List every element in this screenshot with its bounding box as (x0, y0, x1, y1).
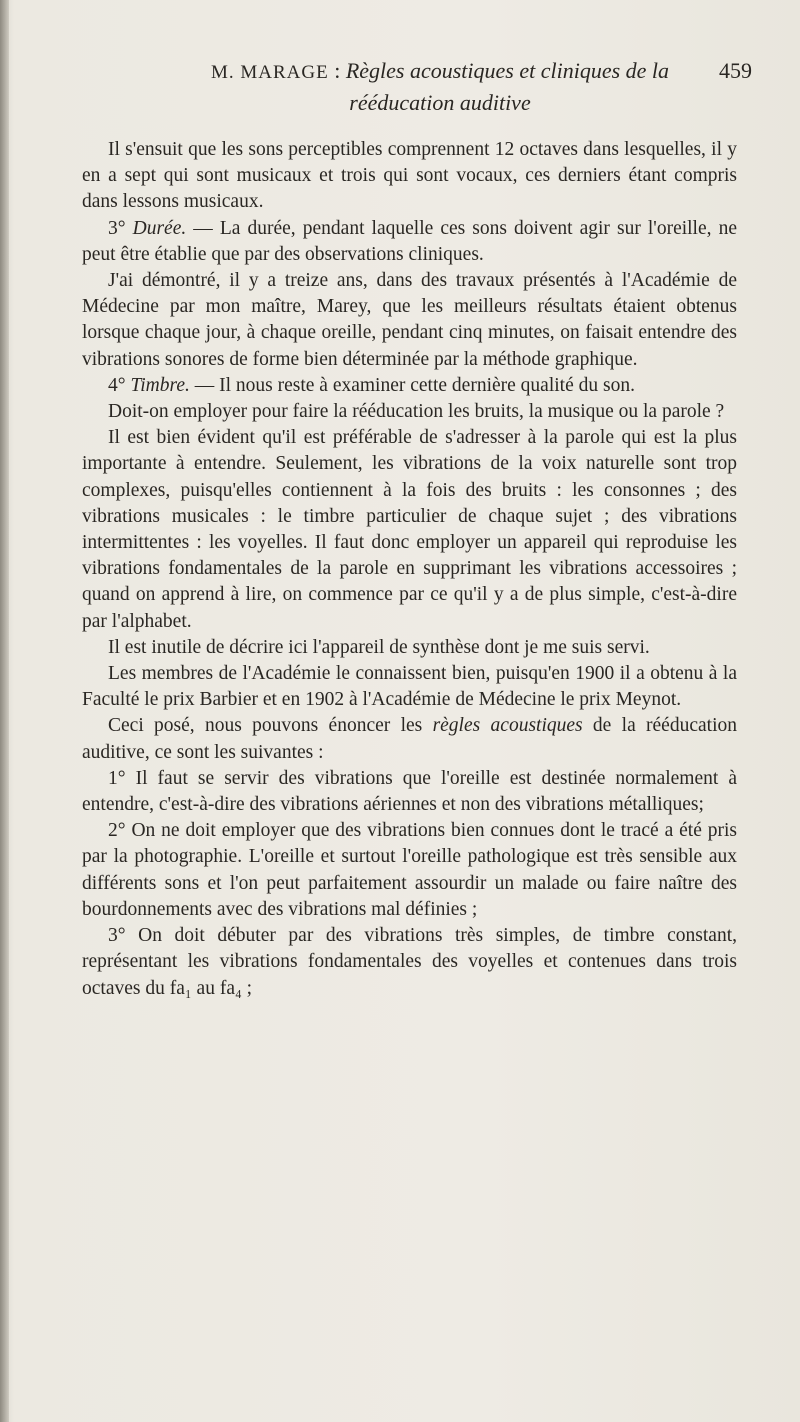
paragraph-7 (82, 635, 737, 661)
paragraph-text: — Il nous reste à examiner cette dernière qualité du son. (189, 374, 635, 396)
paragraph-9 (82, 713, 737, 765)
paragraph-timbre (82, 373, 737, 399)
paragraph-5 (82, 399, 737, 425)
header-separator: : (328, 58, 346, 83)
paragraph-text: 3° On doit débuter par des vibrations très simples, de timbre constant, représentant les vibrations fondamentales des voyelles et contenues dans trois octaves du fa₁ au fa₄ ; (82, 925, 737, 999)
header-line-2 (100, 88, 780, 118)
paragraph-text: de la rééducation auditive, ce sont les suivantes : (82, 715, 737, 763)
header-title-line-1: Règles acoustiques et cliniques de la (345, 58, 670, 83)
page-number: 459 (719, 58, 752, 83)
paragraph-text: 2° On ne doit employer que des vibrations bien connues dont le tracé a été pris par la photographie. L'oreille et surtout l'oreille pathologique est très sensible aux différents sons et l'on peut parfaitement assourdir un malade ou faire naître des bourdonnements avec des vibrations mal définies ; (82, 820, 737, 920)
section-heading: Timbre. (130, 374, 190, 396)
book-gutter (0, 0, 9, 1422)
section-number: 4° (108, 374, 131, 396)
section-heading: Durée. (132, 217, 187, 239)
paragraph-duree (82, 216, 737, 268)
header-author: M. MARAGE (210, 62, 329, 83)
paragraph-6 (82, 425, 737, 635)
body-text (82, 137, 737, 1002)
paragraph-8 (82, 661, 737, 713)
paragraph-text: Il s'ensuit que les sons perceptibles comprennent 12 octaves dans lesquelles, il y en a sept qui sont musicaux et trois qui sont vocaux, ces derniers étant compris dans lessons musicaux. (82, 139, 737, 213)
paragraph-rule-2 (82, 818, 737, 923)
paragraph-text: Ceci posé, nous pouvons énoncer les (108, 715, 433, 737)
header-title-line-2: rééducation auditive (349, 90, 531, 115)
section-number: 3° (108, 217, 133, 239)
paragraph-3 (82, 268, 737, 373)
header-line-1 (100, 56, 780, 88)
paragraph-1 (82, 137, 737, 216)
paragraph-text: Il est inutile de décrire ici l'appareil de synthèse dont je me suis servi. (108, 636, 650, 658)
paragraph-rule-1 (82, 766, 737, 818)
paragraph-text: — La durée, pendant laquelle ces sons doivent agir sur l'oreille, ne peut être établie que par des observations cliniques. (82, 217, 737, 265)
emphasis: règles acoustiques (432, 715, 583, 737)
paragraph-rule-3 (82, 923, 737, 1002)
paragraph-text: Doit-on employer pour faire la rééducation les bruits, la musique ou la parole ? (108, 401, 725, 423)
paragraph-text: Il est bien évident qu'il est préférable de s'adresser à la parole qui est la plus importante à entendre. Seulement, les vibrations de la voix naturelle sont trop complexes, puisqu'elles contiennent à la fois des bruits : les consonnes ; des vibrations musicales : le timbre particulier de chaque sujet ; des vibrations intermittentes : les voyelles. Il faut donc employer un appareil qui reproduise les vibrations fondamentales de la parole en supprimant les vibrations accessoires ; quand on apprend à lire, on commence par ce qu'il y a de plus simple, c'est-à-dire par l'alphabet. (82, 427, 737, 632)
paragraph-text: Les membres de l'Académie le connaissent bien, puisqu'en 1900 il a obtenu à la Faculté le prix Barbier et en 1902 à l'Académie de Médecine le prix Meynot. (82, 663, 737, 711)
paragraph-text: 1° Il faut se servir des vibrations que l'oreille est destinée normalement à entendre, c'est-à-dire des vibrations aériennes et non des vibrations métalliques; (82, 767, 737, 816)
running-header (100, 56, 780, 118)
paragraph-text: J'ai démontré, il y a treize ans, dans des travaux présentés à l'Académie de Médecine par mon maître, Marey, que les meilleurs résultats étaient obtenus lorsque chaque jour, à chaque oreille, pendant cinq minutes, on faisait entendre des vibrations sonores de forme bien déterminée par la méthode graphique. (82, 270, 737, 370)
